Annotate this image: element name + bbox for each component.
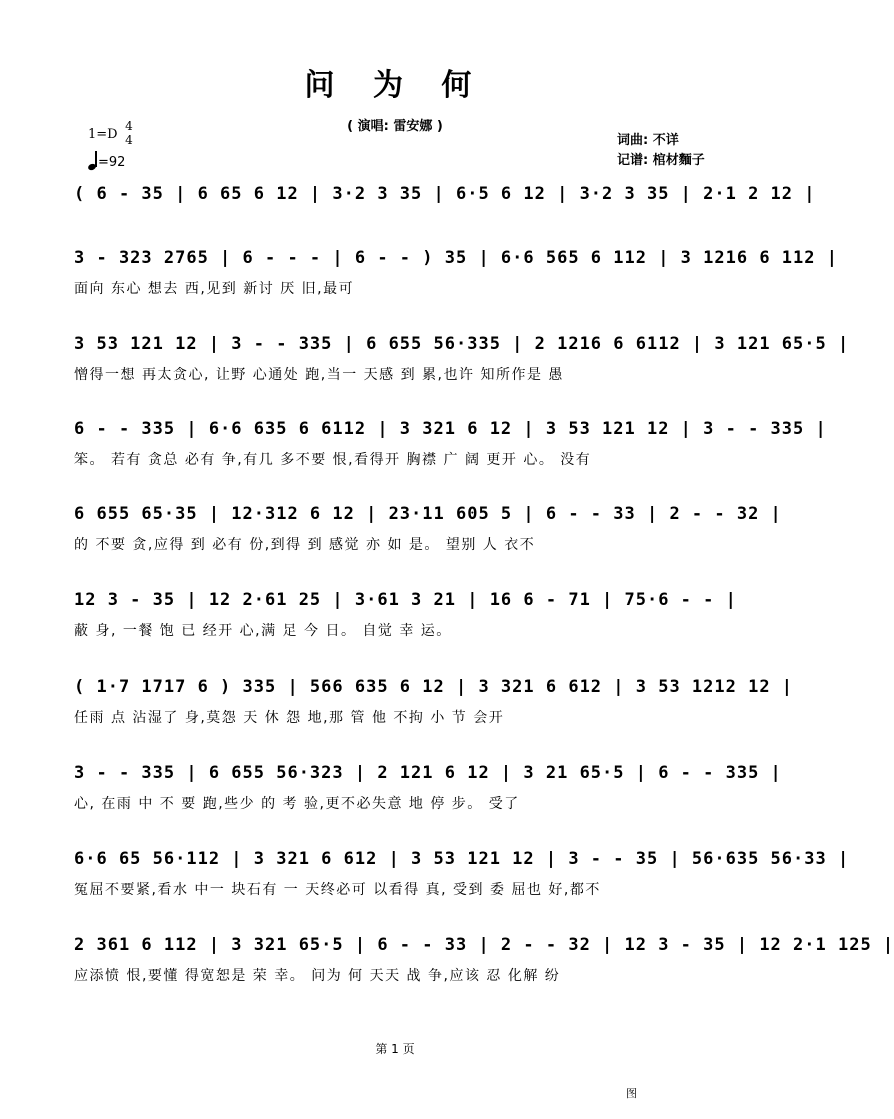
time-signature-bottom: 4 xyxy=(125,133,133,147)
lyrics-line: 任雨 点 沾湿了 身,莫怨 天 休 怨 地,那 管 他 不拘 小 节 会开 xyxy=(74,710,505,726)
lyrics-line: 笨。 若有 贪总 必有 争,有几 多不要 恨,看得开 胸襟 广 阔 更开 心。 没有 xyxy=(74,452,592,468)
notation-line: 6·6 65 56·112 | 3 321 6 612 | 3 53 121 12 | 3 - - 35 | 56·635 56·33 | xyxy=(74,849,850,869)
lyrics-line: 面向 东心 想去 西,见到 新讨 厌 旧,最可 xyxy=(74,281,355,297)
key-signature: 1=D xyxy=(88,127,118,142)
notation-line: 3 - 323 2765 | 6 - - - | 6 - - ) 35 | 6·6 565 6 112 | 3 1216 6 112 | xyxy=(74,248,838,268)
notation-line: 2 361 6 112 | 3 321 65·5 | 6 - - 33 | 2 - - 32 | 12 3 - 35 | 12 2·1 125 | xyxy=(74,935,894,955)
notation-line: ( 1·7 1717 6 ) 335 | 566 635 6 12 | 3 321 6 612 | 3 53 1212 12 | xyxy=(74,677,794,697)
tempo-marking xyxy=(88,152,125,170)
lyrics-line: 的 不要 贪,应得 到 必有 份,到得 到 感觉 亦 如 是。 望别 人 衣不 xyxy=(74,537,536,553)
credits-block xyxy=(617,131,705,171)
notation-line: 6 655 65·35 | 12·312 6 12 | 23·11 605 5 | 6 - - 33 | 2 - - 32 | xyxy=(74,504,782,524)
transcriber: 记谱: 棺材麵子 xyxy=(617,153,705,168)
lyrics-line: 憎得一想 再太贪心, 让野 心通处 跑,当一 天感 到 累,也许 知所作是 愚 xyxy=(74,367,564,383)
corner-mark: 图 xyxy=(626,1087,637,1100)
lyrics-line: 心, 在雨 中 不 要 跑,些少 的 考 验,更不必失意 地 停 步。 受了 xyxy=(74,796,520,812)
notation-line: ( 6 - 35 | 6 65 6 12 | 3·2 3 35 | 6·5 6 12 | 3·2 3 35 | 2·1 2 12 | xyxy=(74,184,816,204)
notation-line: 3 - - 335 | 6 655 56·323 | 2 121 6 12 | 3 21 65·5 | 6 - - 335 | xyxy=(74,763,782,783)
page-number: 第 1 页 xyxy=(375,1042,415,1056)
lyricist-composer: 词曲: 不详 xyxy=(617,133,679,148)
singer-credit: ( 演唱: 雷安娜 ) xyxy=(347,119,443,134)
notation-line: 3 53 121 12 | 3 - - 335 | 6 655 56·335 | 2 1216 6 6112 | 3 121 65·5 | xyxy=(74,334,850,354)
notation-line: 6 - - 335 | 6·6 635 6 6112 | 3 321 6 12 | 3 53 121 12 | 3 - - 335 | xyxy=(74,419,827,439)
notation-line: 12 3 - 35 | 12 2·61 25 | 3·61 3 21 | 16 6 - 71 | 75·6 - - | xyxy=(74,590,737,610)
quarter-note-icon xyxy=(88,152,98,170)
lyrics-line: 冤屈不要紧,看水 中一 块石有 一 天终必可 以看得 真, 受到 委 屈也 好,都不 xyxy=(74,882,601,898)
lyrics-line: 蔽 身, 一餐 饱 已 经开 心,满 足 今 日。 自觉 幸 运。 xyxy=(74,623,452,639)
time-signature xyxy=(123,119,135,147)
song-title: 问 为 何 xyxy=(304,68,486,103)
lyrics-line: 应添愤 恨,要懂 得宽恕是 荣 幸。 问为 何 天天 战 争,应该 忍 化解 纷 xyxy=(74,968,561,984)
time-signature-top: 4 xyxy=(125,119,133,133)
tempo-value: =92 xyxy=(98,155,126,170)
